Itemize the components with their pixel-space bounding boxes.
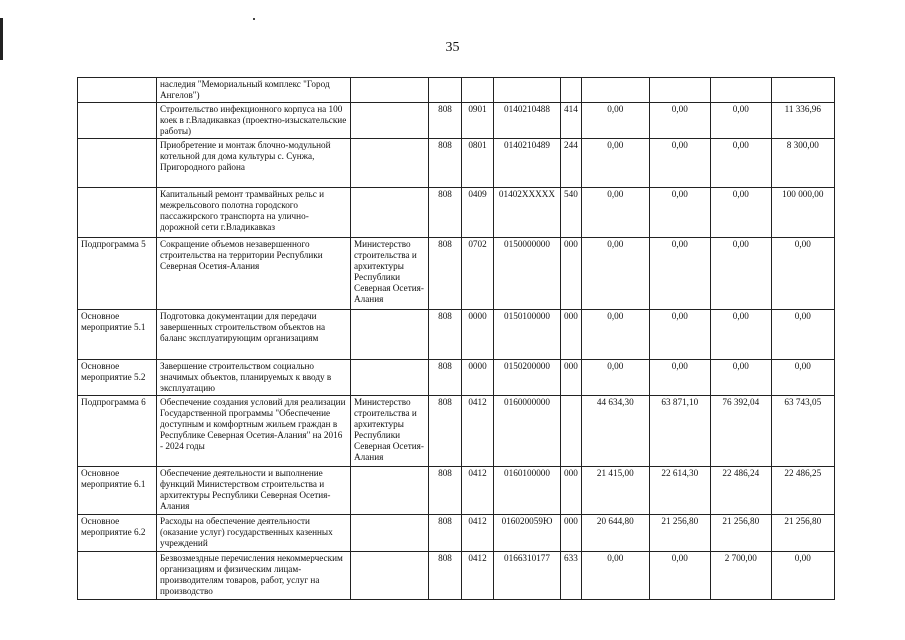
row-vr-cell: 000 <box>561 238 582 310</box>
row-csr-cell <box>494 78 561 103</box>
row-name-cell: Капитальный ремонт трамвайных рельс и межрельсового полотна городского пассажирского транспорта на улично-дорожной сети г.Владикавказ <box>157 188 351 238</box>
row-status-cell <box>78 103 157 139</box>
row-status-cell: Основное мероприятие 6.1 <box>78 467 157 515</box>
row-rzpr-cell: 0412 <box>462 396 494 467</box>
row-rzpr-cell: 0000 <box>462 360 494 396</box>
row-year3-cell: 2 700,00 <box>710 552 771 600</box>
row-executor-cell <box>351 139 429 188</box>
row-year4-cell: 21 256,80 <box>771 515 834 552</box>
row-year1-cell: 21 415,00 <box>581 467 649 515</box>
row-rzpr-cell: 0412 <box>462 515 494 552</box>
row-rzpr-cell: 0412 <box>462 552 494 600</box>
row-vr-cell <box>561 396 582 467</box>
row-csr-cell: 0140210488 <box>494 103 561 139</box>
row-year4-cell: 100 000,00 <box>771 188 834 238</box>
row-rzpr-cell: 0000 <box>462 310 494 360</box>
table-row <box>78 238 835 310</box>
row-rzpr-cell: 0412 <box>462 467 494 515</box>
row-vr-cell: 244 <box>561 139 582 188</box>
row-year1-cell: 0,00 <box>581 360 649 396</box>
row-year4-cell: 0,00 <box>771 310 834 360</box>
scan-speck <box>253 18 255 20</box>
row-year4-cell: 63 743,05 <box>771 396 834 467</box>
row-executor-cell: Министерство строительства и архитектуры Республики Северная Осетия-Алания <box>351 396 429 467</box>
row-csr-cell: 0140210489 <box>494 139 561 188</box>
row-status-cell <box>78 552 157 600</box>
row-year3-cell: 0,00 <box>710 310 771 360</box>
row-year2-cell: 0,00 <box>649 139 710 188</box>
row-year3-cell <box>710 78 771 103</box>
table-row <box>78 467 835 515</box>
row-year1-cell: 44 634,30 <box>581 396 649 467</box>
row-year3-cell: 76 392,04 <box>710 396 771 467</box>
row-year3-cell: 0,00 <box>710 103 771 139</box>
row-year4-cell: 0,00 <box>771 238 834 310</box>
row-year3-cell: 22 486,24 <box>710 467 771 515</box>
row-name-cell: Обеспечение деятельности и выполнение функций Министерством строительства и архитектуры Республики Северная Осетия-Алания <box>157 467 351 515</box>
row-executor-cell <box>351 78 429 103</box>
row-year4-cell <box>771 78 834 103</box>
row-name-cell: Обеспечение создания условий для реализации Государственной программы "Обеспечение доступным и комфортным жильем граждан в Республике Северная Осетия-Алания" на 2016 - 2024 годы <box>157 396 351 467</box>
row-year3-cell: 21 256,80 <box>710 515 771 552</box>
row-year2-cell: 0,00 <box>649 188 710 238</box>
row-year1-cell: 0,00 <box>581 139 649 188</box>
row-executor-cell <box>351 552 429 600</box>
row-status-cell: Подпрограмма 5 <box>78 238 157 310</box>
table-row <box>78 515 835 552</box>
row-name-cell: Сокращение объемов незавершенного строительства на территории Республики Северная Осетия-Алания <box>157 238 351 310</box>
row-executor-cell <box>351 188 429 238</box>
row-executor-cell <box>351 467 429 515</box>
row-year2-cell: 0,00 <box>649 360 710 396</box>
row-status-cell: Подпрограмма 6 <box>78 396 157 467</box>
page-number: 35 <box>445 40 460 55</box>
row-csr-cell: 0150000000 <box>494 238 561 310</box>
row-year1-cell: 0,00 <box>581 310 649 360</box>
budget-table <box>77 77 835 600</box>
row-rzpr-cell: 0409 <box>462 188 494 238</box>
row-status-cell <box>78 188 157 238</box>
row-year4-cell: 0,00 <box>771 360 834 396</box>
row-status-cell: Основное мероприятие 5.1 <box>78 310 157 360</box>
row-executor-cell <box>351 360 429 396</box>
row-name-cell: Приобретение и монтаж блочно-модульной котельной для дома культуры с. Сунжа, Пригородного района <box>157 139 351 188</box>
row-rzpr-cell <box>462 78 494 103</box>
row-year2-cell: 0,00 <box>649 552 710 600</box>
row-executor-cell <box>351 515 429 552</box>
row-name-cell: Завершение строительством социально значимых объектов, планируемых к вводу в эксплуатацию <box>157 360 351 396</box>
row-year2-cell: 21 256,80 <box>649 515 710 552</box>
row-vr-cell: 000 <box>561 515 582 552</box>
row-grbs-cell: 808 <box>429 139 462 188</box>
row-year2-cell: 22 614,30 <box>649 467 710 515</box>
row-executor-cell <box>351 103 429 139</box>
row-name-cell: Расходы на обеспечение деятельности (оказание услуг) государственных казенных учреждений <box>157 515 351 552</box>
row-status-cell <box>78 78 157 103</box>
row-year2-cell: 0,00 <box>649 310 710 360</box>
row-year4-cell: 11 336,96 <box>771 103 834 139</box>
row-grbs-cell: 808 <box>429 188 462 238</box>
row-grbs-cell: 808 <box>429 515 462 552</box>
row-vr-cell: 540 <box>561 188 582 238</box>
row-vr-cell: 633 <box>561 552 582 600</box>
row-year1-cell <box>581 78 649 103</box>
row-year2-cell <box>649 78 710 103</box>
row-csr-cell: 0166310177 <box>494 552 561 600</box>
row-name-cell: Подготовка документации для передачи завершенных строительством объектов на баланс эксплуатирующим организациям <box>157 310 351 360</box>
row-grbs-cell <box>429 78 462 103</box>
row-grbs-cell: 808 <box>429 103 462 139</box>
row-year4-cell: 8 300,00 <box>771 139 834 188</box>
row-year3-cell: 0,00 <box>710 139 771 188</box>
row-csr-cell: 0150100000 <box>494 310 561 360</box>
row-vr-cell: 000 <box>561 360 582 396</box>
row-year3-cell: 0,00 <box>710 188 771 238</box>
table-row <box>78 310 835 360</box>
row-status-cell: Основное мероприятие 5.2 <box>78 360 157 396</box>
row-csr-cell: 01402XXXXX <box>494 188 561 238</box>
row-csr-cell: 0160000000 <box>494 396 561 467</box>
row-grbs-cell: 808 <box>429 310 462 360</box>
row-year2-cell: 63 871,10 <box>649 396 710 467</box>
row-grbs-cell: 808 <box>429 238 462 310</box>
table-row <box>78 78 835 103</box>
row-grbs-cell: 808 <box>429 552 462 600</box>
row-status-cell: Основное мероприятие 6.2 <box>78 515 157 552</box>
row-status-cell <box>78 139 157 188</box>
table-row <box>78 103 835 139</box>
row-year4-cell: 22 486,25 <box>771 467 834 515</box>
row-vr-cell: 414 <box>561 103 582 139</box>
table-row <box>78 396 835 467</box>
row-vr-cell: 000 <box>561 310 582 360</box>
row-grbs-cell: 808 <box>429 360 462 396</box>
row-rzpr-cell: 0801 <box>462 139 494 188</box>
row-year2-cell: 0,00 <box>649 238 710 310</box>
row-rzpr-cell: 0901 <box>462 103 494 139</box>
row-year4-cell: 0,00 <box>771 552 834 600</box>
row-name-cell: наследия "Мемориальный комплекс "Город Ангелов") <box>157 78 351 103</box>
row-grbs-cell: 808 <box>429 396 462 467</box>
row-year1-cell: 0,00 <box>581 238 649 310</box>
table-row <box>78 552 835 600</box>
row-csr-cell: 0160100000 <box>494 467 561 515</box>
row-year1-cell: 20 644,80 <box>581 515 649 552</box>
row-year1-cell: 0,00 <box>581 103 649 139</box>
table-row <box>78 139 835 188</box>
row-year3-cell: 0,00 <box>710 238 771 310</box>
row-year2-cell: 0,00 <box>649 103 710 139</box>
row-csr-cell: 0150200000 <box>494 360 561 396</box>
row-year1-cell: 0,00 <box>581 552 649 600</box>
row-vr-cell: 000 <box>561 467 582 515</box>
table-row <box>78 188 835 238</box>
row-grbs-cell: 808 <box>429 467 462 515</box>
row-year3-cell: 0,00 <box>710 360 771 396</box>
row-vr-cell <box>561 78 582 103</box>
table-row <box>78 360 835 396</box>
row-name-cell: Строительство инфекционного корпуса на 100 коек в г.Владикавказ (проектно-изыскательские работы) <box>157 103 351 139</box>
row-name-cell: Безвозмездные перечисления некоммерческим организациям и физическим лицам-производителям товаров, работ, услуг на производство <box>157 552 351 600</box>
row-executor-cell <box>351 310 429 360</box>
row-rzpr-cell: 0702 <box>462 238 494 310</box>
row-csr-cell: 016020059Ю <box>494 515 561 552</box>
row-executor-cell: Министерство строительства и архитектуры Республики Северная Осетия-Алания <box>351 238 429 310</box>
row-year1-cell: 0,00 <box>581 188 649 238</box>
